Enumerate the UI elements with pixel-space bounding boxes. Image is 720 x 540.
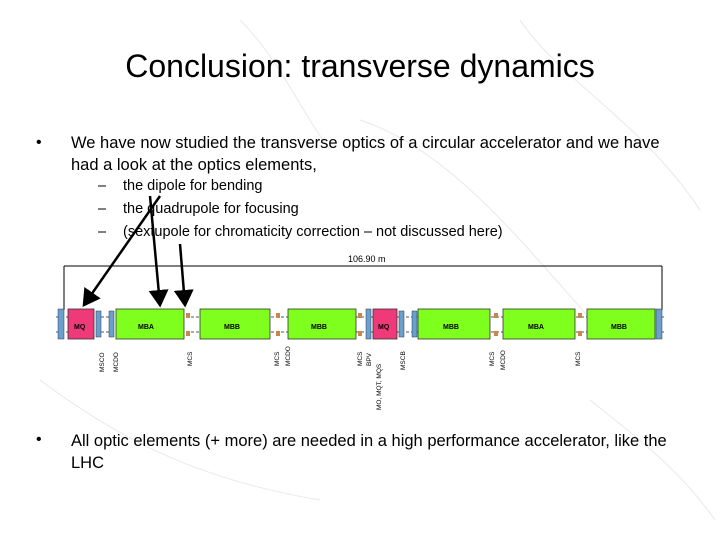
magnet-label: MBB (224, 324, 240, 331)
corrector-block (58, 309, 64, 339)
length-label: 106.90 m (348, 254, 386, 264)
corrector-block (358, 313, 362, 318)
corrector-label: MCS (187, 351, 194, 366)
magnet-label: MQ (378, 324, 390, 331)
corrector-label: MCS (489, 351, 496, 366)
corrector-block (366, 309, 371, 339)
page-title: Conclusion: transverse dynamics (125, 48, 595, 84)
arrow-to-quadrupole (84, 196, 160, 305)
corrector-label: MO, MQT, MQS (376, 363, 383, 410)
corrector-label: MCS (575, 351, 582, 366)
corrector-block (109, 311, 114, 337)
corrector-block (578, 331, 582, 336)
magnet-label: MBB (443, 324, 459, 331)
corrector-block (412, 311, 417, 337)
corrector-block (96, 311, 101, 337)
bullet-marker: • (36, 431, 42, 448)
dash-marker: – (98, 201, 107, 217)
corrector-label: BPV (366, 352, 373, 366)
corrector-label: MCS (357, 351, 364, 366)
corrector-block (276, 331, 280, 336)
corrector-label: MCDO (500, 350, 507, 370)
corrector-block (186, 313, 190, 318)
arrow-to-sextupole (180, 244, 185, 305)
arrow-to-dipole (150, 196, 160, 305)
magnet-label: MBA (138, 324, 154, 331)
corrector-block (358, 331, 362, 336)
corrector-block (578, 313, 582, 318)
magnet-label: MQ (74, 324, 86, 331)
sub-item-label: (sextupole for chromaticity correction – not discussed here) (123, 224, 503, 240)
corrector-block (494, 331, 498, 336)
magnet-label: MBB (611, 324, 627, 331)
corrector-label: MCDO (285, 346, 292, 366)
dash-marker: – (98, 224, 107, 240)
corrector-label: MSCB (400, 351, 407, 370)
sub-item-label: the quadrupole for focusing (123, 201, 299, 217)
corrector-block (399, 311, 404, 337)
bullet-text-optics: We have now studied the transverse optics of a circular accelerator and we have had a look at the optics elements, (71, 134, 660, 174)
magnet-label: MBB (311, 324, 327, 331)
magnet-label: MBA (528, 324, 544, 331)
sub-item-label: the dipole for bending (123, 178, 263, 194)
corrector-block (494, 313, 498, 318)
corrector-label: MCDO (113, 352, 120, 372)
dash-marker: – (98, 178, 107, 194)
corrector-label: MSCO (99, 352, 106, 372)
bullet-text-lhc: All optic elements (+ more) are needed in a high performance accelerator, like the LHC (71, 432, 667, 472)
corrector-block (186, 331, 190, 336)
corrector-block (656, 309, 662, 339)
bullet-marker: • (36, 134, 42, 151)
corrector-label: MCS (274, 351, 281, 366)
corrector-block (276, 313, 280, 318)
